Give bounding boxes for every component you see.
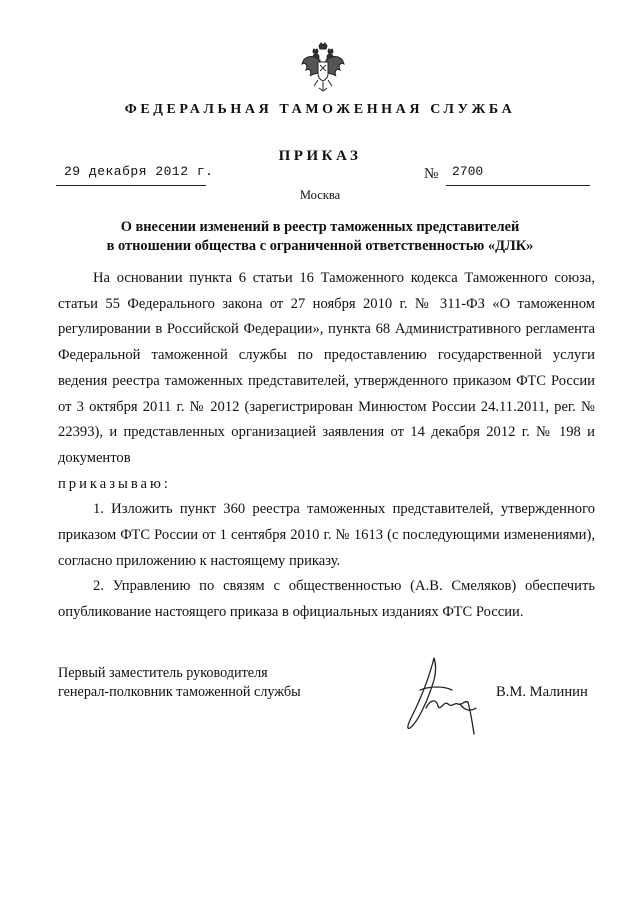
position-line-1: Первый заместитель руководителя — [58, 665, 268, 681]
order-body — [58, 266, 595, 626]
signatory-name: В.М. Малинин — [496, 684, 588, 700]
coat-of-arms-icon — [298, 40, 348, 94]
position-line-2: генерал-полковник таможенной службы — [58, 684, 301, 700]
order-title: ПРИКАЗ — [278, 148, 362, 164]
paragraph-item-1: 1. Изложить пункт 360 реестра таможенных представителей, утвержденного приказом ФТС России от 1 сентября 2010 г. № 1613 (с последующими изменениями), согласно приложению к настоящему приказу. — [58, 501, 595, 569]
city: Москва — [299, 188, 341, 202]
number-label: № — [424, 166, 439, 182]
handwritten-signature-icon — [400, 650, 490, 742]
paragraph-basis: На основании пункта 6 статьи 16 Таможенного кодекса Таможенного союза, статьи 55 Федерального закона от 27 ноября 2010 г. № 311-ФЗ «О таможенном регулировании в Российской Федерации», пункта 68 Административного регламента Федеральной таможенной службы по предоставлению государственной услуги ведения реестра таможенных представителей, утвержденного приказом ФТС России от 3 октября 2011 г. № 2012 (зарегистрирован Минюстом России 24.11.2011, рег. № 22393), и представленных организацией заявления от 14 декабря 2012 г. № 198 и документов — [58, 270, 595, 466]
decree-word: приказываю: — [58, 475, 171, 492]
signatory-position — [58, 664, 358, 702]
agency-name: ФЕДЕРАЛЬНАЯ ТАМОЖЕННАЯ СЛУЖБА — [124, 102, 516, 117]
order-heading — [90, 218, 550, 256]
paragraph-item-2: 2. Управлению по связям с общественностью (А.В. Смеляков) обеспечить опубликование настоящего приказа в официальных изданиях ФТС России. — [58, 578, 595, 621]
heading-line-1: О внесении изменений в реестр таможенных представителей — [120, 219, 520, 235]
order-number: 2700 — [452, 164, 484, 179]
heading-line-2: в отношении общества с ограниченной ответственностью «ДЛК» — [106, 238, 534, 254]
order-date: 29 декабря 2012 г. — [64, 164, 214, 179]
